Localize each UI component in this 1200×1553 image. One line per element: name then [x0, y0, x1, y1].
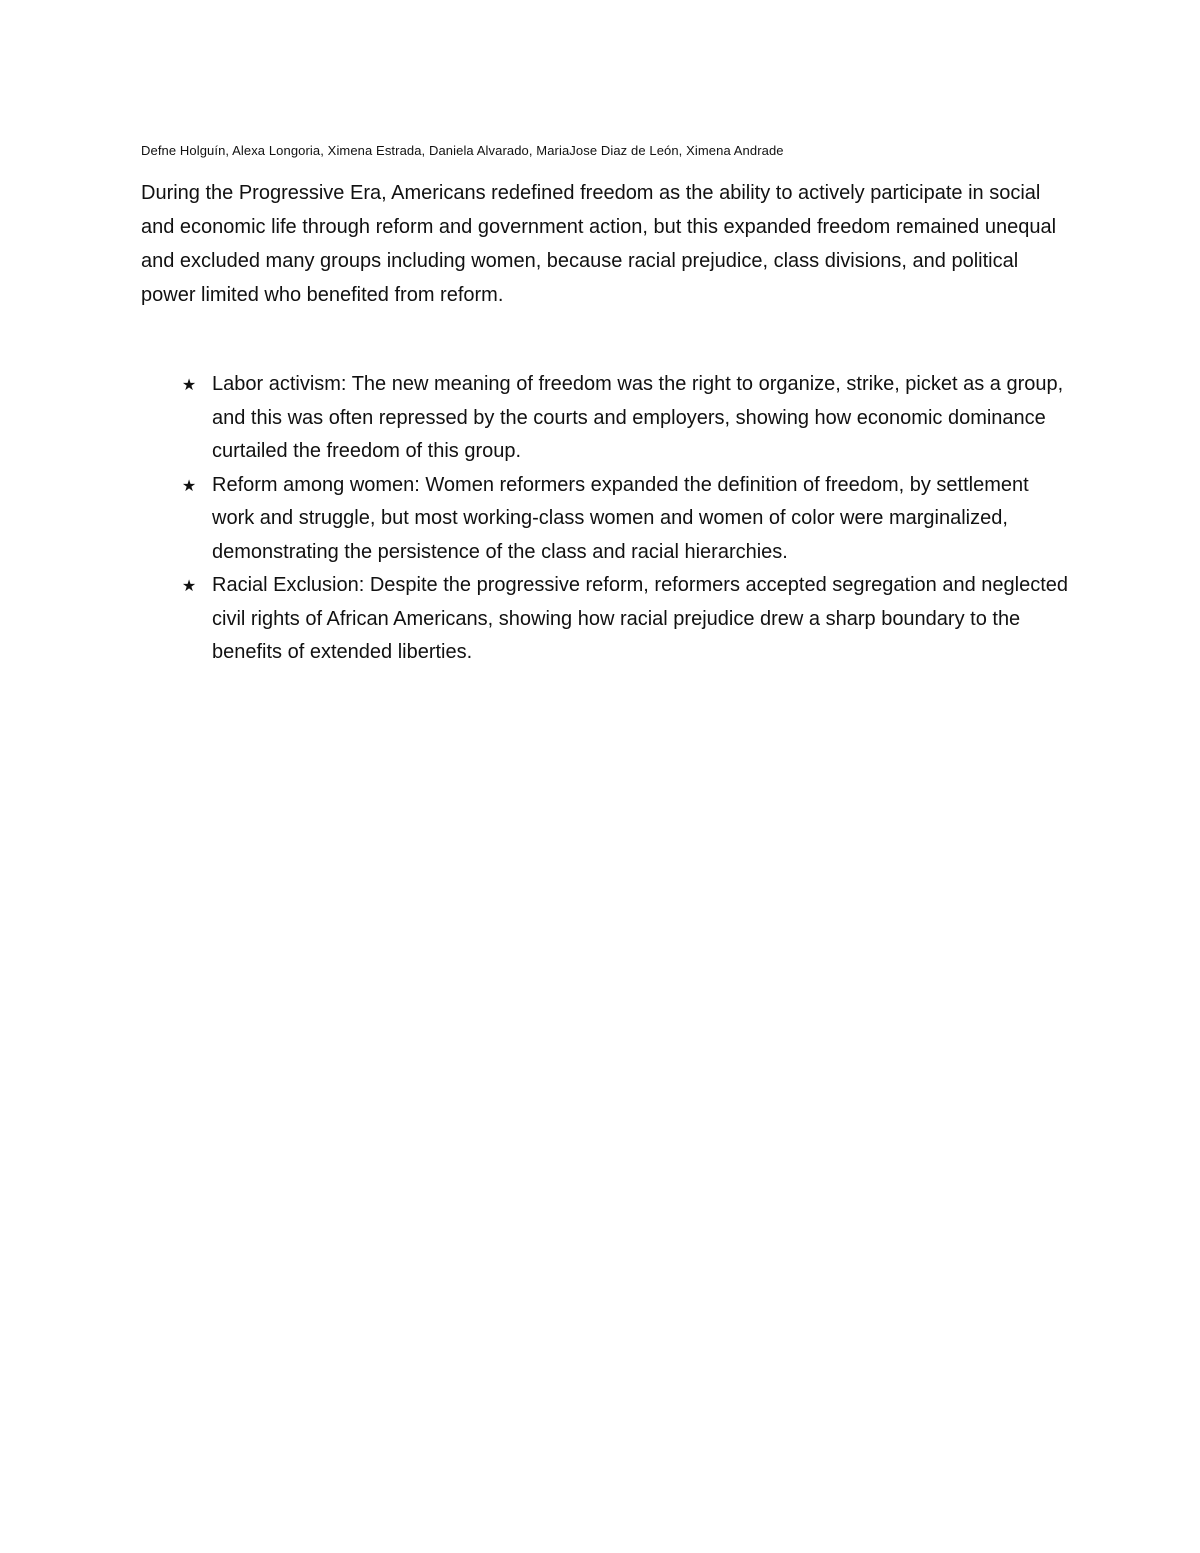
author-line: Defne Holguín, Alexa Longoria, Ximena Estrada, Daniela Alvarado, MariaJose Diaz de León, Ximena Andrade: [141, 143, 784, 158]
star-icon: ★: [181, 576, 197, 595]
thesis-paragraph: During the Progressive Era, Americans redefined freedom as the ability to actively participate in social and economic life through reform and government action, but this expanded freedom remained unequal and excluded many groups including women, because racial prejudice, class divisions, and political power limited who benefited from reform.: [141, 182, 1057, 306]
list-item-text: Racial Exclusion: Despite the progressive reform, reformers accepted segregation and neglected civil rights of African Americans, showing how racial prejudice drew a sharp boundary to the benefits of extended liberties.: [212, 574, 1068, 663]
list-item-text: Reform among women: Women reformers expanded the definition of freedom, by settlement work and struggle, but most working-class women and women of color were marginalized, demonstrating the persistence of the class and racial hierarchies.: [212, 473, 1029, 563]
list-item: [141, 368, 1071, 469]
thesis-section: [141, 176, 1071, 312]
list-item: [141, 569, 1071, 670]
supporting-points-list: [141, 368, 1071, 670]
star-icon: ★: [181, 475, 197, 495]
list-item-text: Labor activism: The new meaning of freedom was the right to organize, strike, picket as a group, and this was often repressed by the courts and employers, showing how economic dominance curtailed the freedom of this group.: [212, 373, 1064, 462]
list-item: [141, 469, 1071, 570]
star-icon: ★: [181, 375, 197, 394]
